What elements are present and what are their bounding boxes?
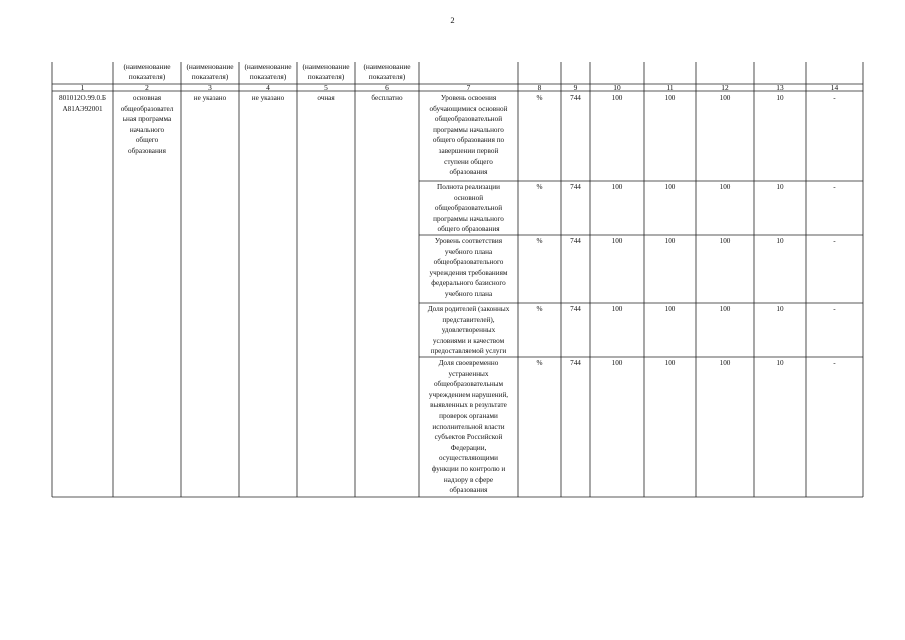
column-number: 6 [385,84,389,91]
header-label-col4: (наименование показателя) [244,62,292,81]
indicator-value-col13: 10 [776,305,784,313]
column-number: 13 [776,84,784,91]
indicator-value-col12: 100 [719,237,731,245]
indicator-unit: % [536,305,543,313]
indicator-okei-code: 744 [570,237,581,245]
column-number: 11 [666,84,674,91]
indicator-unit: % [536,94,543,102]
column-number: 10 [613,84,621,91]
header-label-col6: (наименование показателя) [363,62,411,81]
indicator-value-col11: 100 [664,237,676,245]
indicator-value-col13: 10 [776,183,784,191]
header-label-col3: (наименование показателя) [186,62,234,81]
column-number: 3 [208,84,212,91]
indicator-value-col11: 100 [664,94,676,102]
indicator-value-col11: 100 [664,183,676,191]
indicator-value-col11: 100 [664,305,676,313]
indicator-okei-code: 744 [570,305,581,313]
indicator-okei-code: 744 [570,94,581,102]
header-label-col5: (наименование показателя) [302,62,350,81]
indicator-value-col10: 100 [611,237,623,245]
payment-type: бесплатно [371,94,403,102]
indicator-value-col13: 10 [776,359,784,367]
header-label-col2: (наименование показателя) [123,62,171,81]
column-number: 4 [266,84,270,91]
col4-value: не указано [251,94,285,102]
indicator-unit: % [536,359,543,367]
indicator-name: Уровень освоения обучающимися основной общеобразовательной программы начального общего образования по завершении первой ступени общего образования [429,94,508,177]
indicator-value-col14: - [833,305,836,313]
indicator-value-col12: 100 [719,94,731,102]
column-number: 9 [573,84,578,91]
column-number: 1 [80,84,85,91]
indicator-okei-code: 744 [570,183,581,191]
indicator-value-col14: - [833,94,836,102]
column-number: 12 [721,84,729,91]
indicator-okei-code: 744 [570,359,581,367]
page-number: 2 [450,15,455,25]
column-number: 2 [145,84,149,91]
column-number: 14 [830,84,839,91]
col3-value: не указано [193,94,227,102]
indicator-value-col13: 10 [776,94,784,102]
indicator-name: Доля своевременно устраненных общеобразовательным учреждением нарушений, выявленных в результате проверок органами исполнительной власти субъектов Российской Федерации, осуществляющими функции по контролю и надзору в сфере образования [428,359,509,495]
indicator-unit: % [536,183,543,191]
indicator-value-col12: 100 [719,183,731,191]
indicator-value-col12: 100 [719,305,731,313]
education-form: очная [317,94,335,102]
service-code: 801012О.99.0.Б А81АЭ92001 [58,94,107,113]
indicator-value-col10: 100 [611,305,623,313]
indicator-value-col14: - [833,183,836,191]
indicator-value-col10: 100 [611,94,623,102]
program-name: основная общеобразовател ьная программа начального общего образования [120,94,174,155]
column-number: 8 [537,84,542,91]
indicator-unit: % [536,237,543,245]
indicator-value-col12: 100 [719,359,731,367]
indicator-name: Доля родителей (законных представителей), удовлетворенных условиями и качеством предоставляемой услуги [427,305,510,356]
indicator-value-col14: - [833,359,836,367]
indicator-name: Уровень соответствия учебного плана общеобразовательного учреждения требованиям федерального базисного учебного плана [429,237,508,298]
indicator-value-col13: 10 [776,237,784,245]
column-number: 7 [466,84,471,91]
indicator-value-col11: 100 [664,359,676,367]
indicator-value-col14: - [833,237,836,245]
indicator-value-col10: 100 [611,359,623,367]
indicator-name: Полнота реализации основной общеобразовательной программы начального общего образования [433,183,504,234]
column-number: 5 [324,84,328,91]
indicator-value-col10: 100 [611,183,623,191]
